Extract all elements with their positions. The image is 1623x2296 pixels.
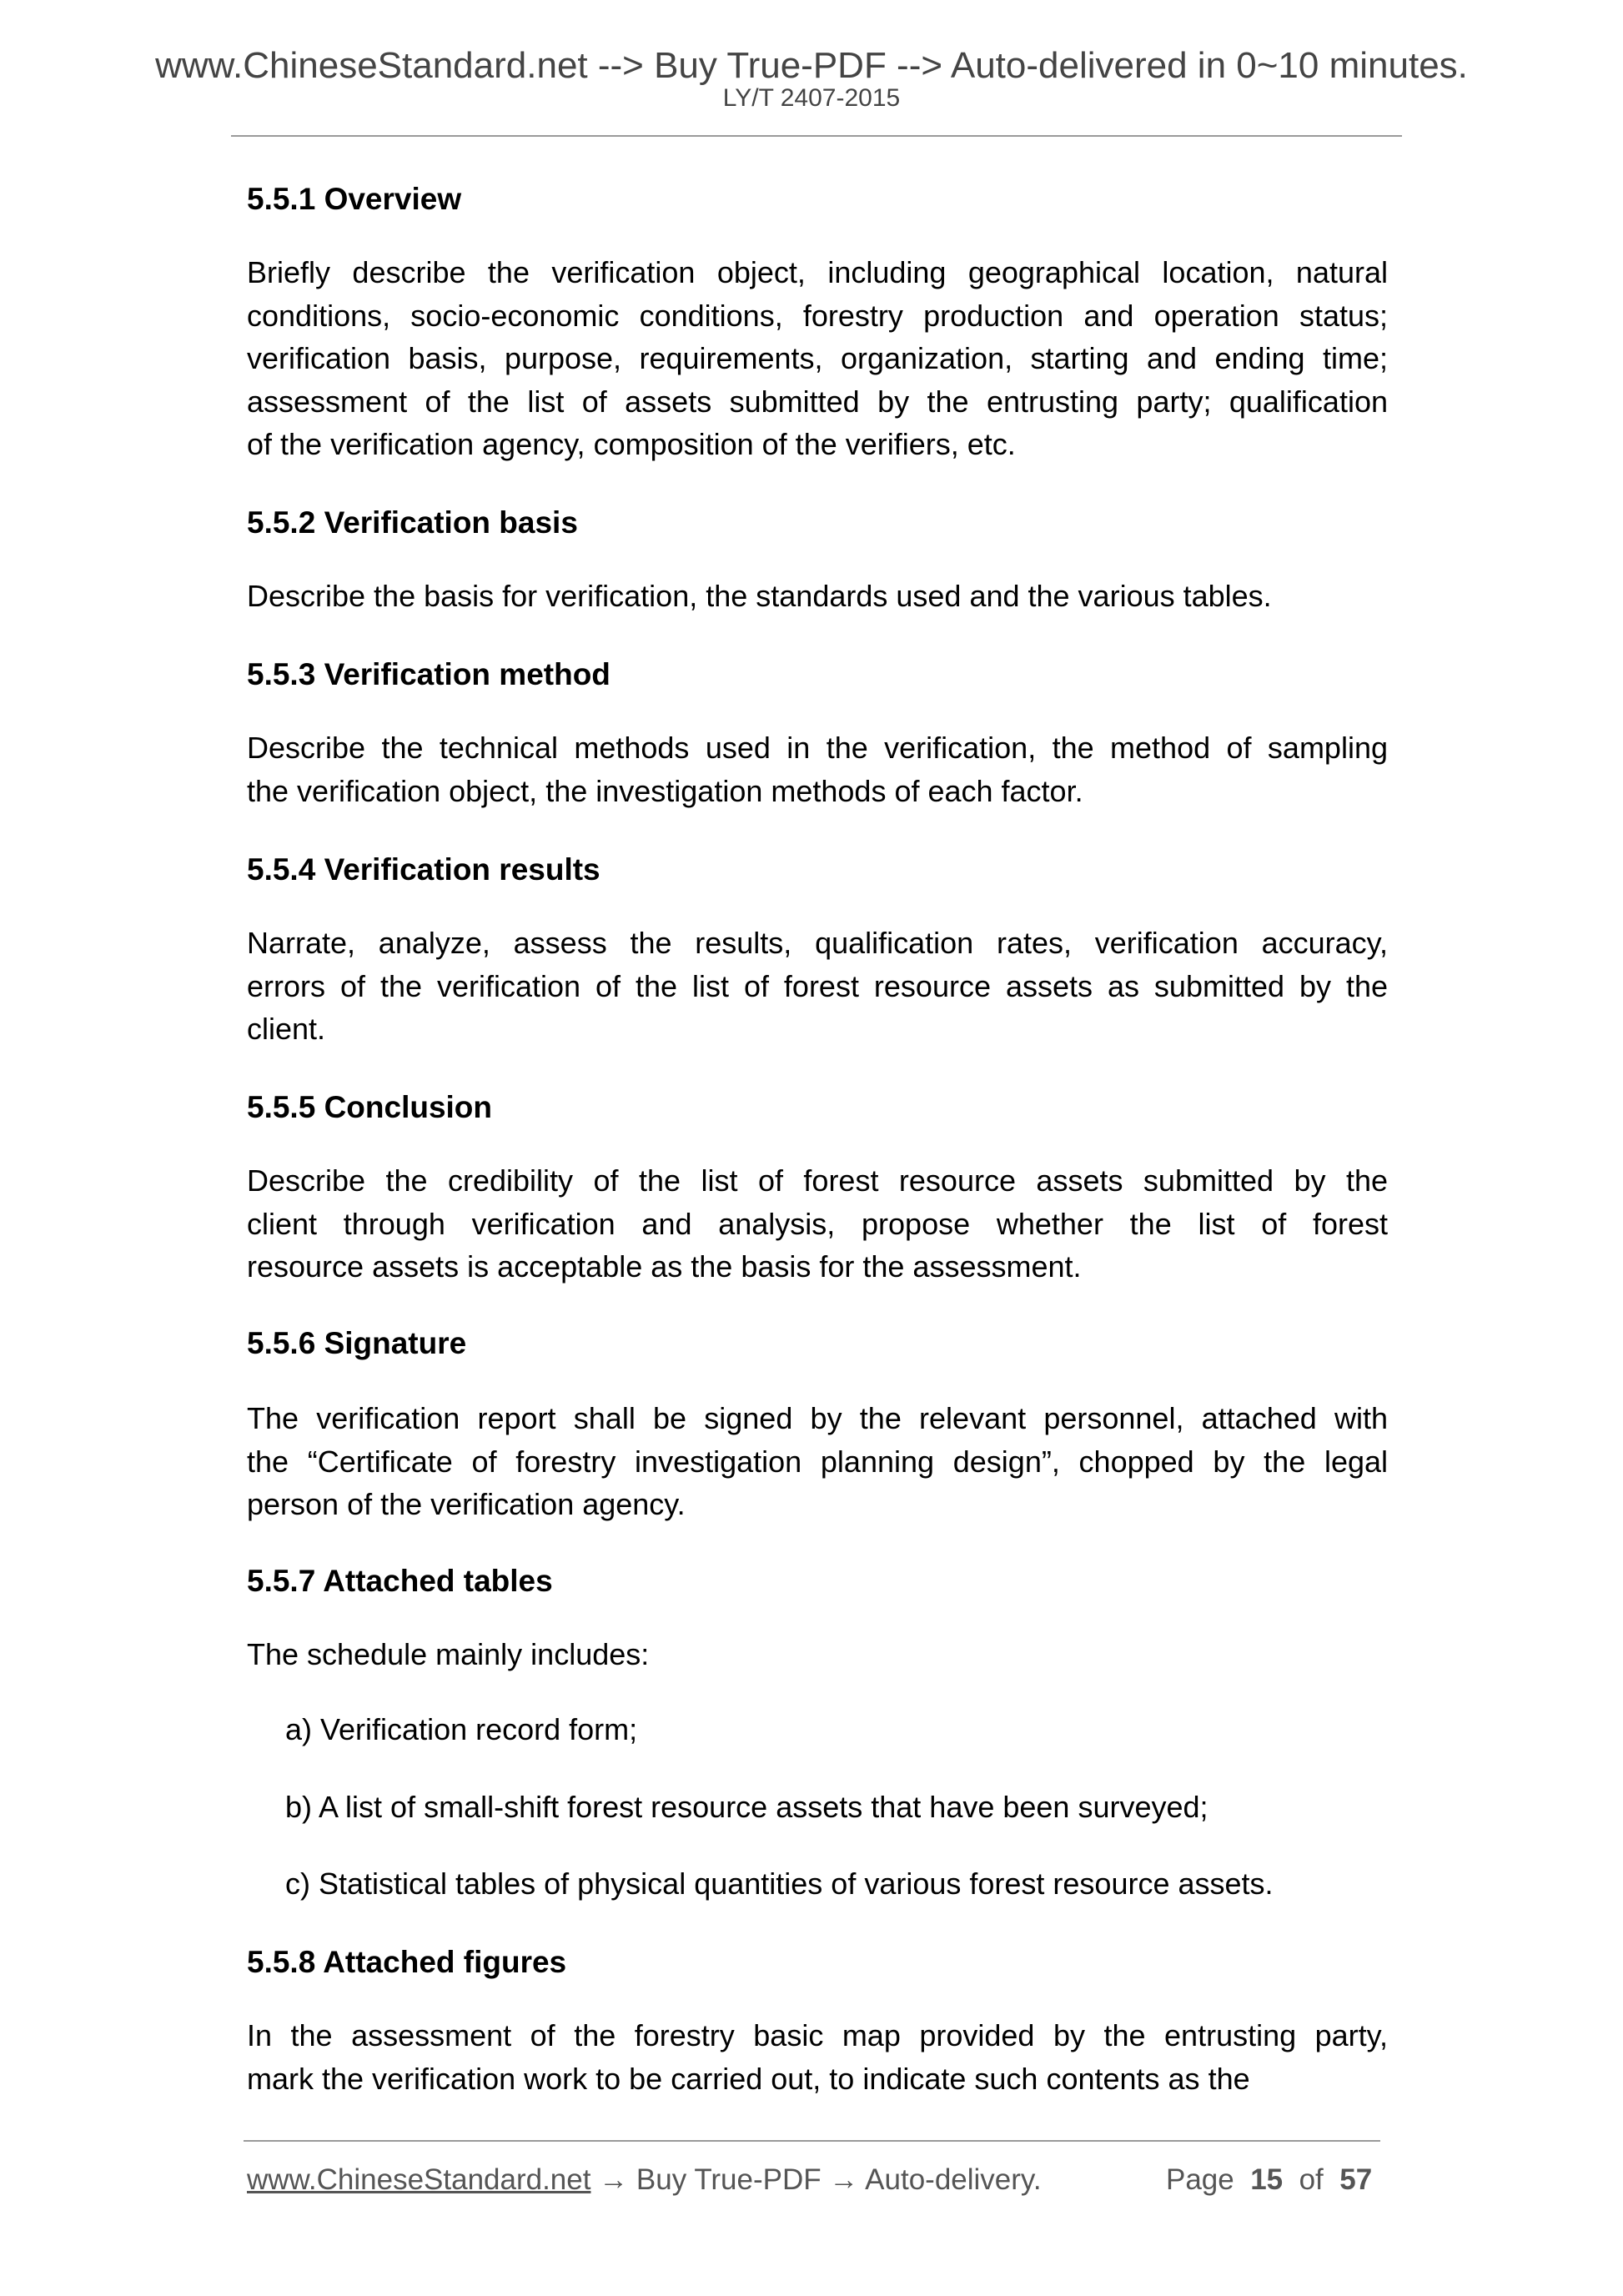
footer-tagline-text: → Buy True-PDF → Auto-delivery. [590, 2163, 1042, 2196]
paragraph-line: person of the verification agency. [247, 1487, 686, 1521]
list-item: b) A list of small-shift forest resource assets that have been surveyed; [285, 1790, 1208, 1824]
paragraph-line: In the assessment of the forestry basic map provided by the entrusting party, [247, 2018, 1388, 2052]
page-number [1166, 2159, 1372, 2201]
paragraph-line: of the verification agency, composition of the verifiers, etc. [247, 427, 1016, 461]
header-divider [231, 135, 1402, 137]
list-item: a) Verification record form; [285, 1712, 638, 1746]
of-label: of [1299, 2163, 1324, 2196]
paragraph-line: The schedule mainly includes: [247, 1637, 650, 1671]
page-label: Page [1166, 2163, 1234, 2196]
section-paragraph [247, 1159, 1388, 1289]
section-paragraph [247, 575, 1388, 618]
page-current: 15 [1250, 2163, 1284, 2196]
section-heading: 5.5.4 Verification results [247, 852, 600, 887]
paragraph-line: resource assets is acceptable as the basis for the assessment. [247, 1249, 1082, 1284]
section-heading: 5.5.1 Overview [247, 182, 462, 216]
standard-code: LY/T 2407-2015 [722, 84, 901, 112]
paragraph-line: verification basis, purpose, requirements, organization, starting and ending time; [247, 341, 1388, 375]
paragraph-line: the “Certificate of forestry investigation planning design”, chopped by the legal [247, 1444, 1388, 1479]
section-paragraph [247, 251, 1388, 466]
footer-link[interactable]: www.ChineseStandard.net [247, 2163, 591, 2196]
footer-tagline [247, 2159, 1042, 2201]
section-heading: 5.5.3 Verification method [247, 657, 611, 691]
paragraph-line: conditions, socio-economic conditions, forestry production and operation status; [247, 298, 1388, 333]
section-paragraph [247, 1397, 1388, 1526]
section-paragraph [247, 726, 1388, 812]
paragraph-line: Describe the basis for verification, the standards used and the various tables. [247, 579, 1272, 613]
footer-divider [244, 2140, 1380, 2142]
section-paragraph [247, 2014, 1388, 2100]
paragraph-line: client. [247, 1012, 326, 1046]
paragraph-line: assessment of the list of assets submitted by the entrusting party; qualification [247, 384, 1388, 419]
section-heading: 5.5.7 Attached tables [247, 1564, 553, 1598]
paragraph-line: Describe the credibility of the list of forest resource assets submitted by the [247, 1163, 1388, 1198]
section-heading: 5.5.8 Attached figures [247, 1945, 567, 1979]
section-heading: 5.5.5 Conclusion [247, 1090, 493, 1124]
paragraph-line: Narrate, analyze, assess the results, qualification rates, verification accuracy, [247, 926, 1388, 960]
header-banner: www.ChineseStandard.net --> Buy True-PDF --> Auto-delivered in 0~10 minutes. [155, 45, 1468, 86]
list-item: c) Statistical tables of physical quantities of various forest resource assets. [285, 1866, 1274, 1901]
section-paragraph [247, 922, 1388, 1051]
section-heading: 5.5.6 Signature [247, 1326, 467, 1360]
paragraph-line: Describe the technical methods used in the verification, the method of sampling [247, 731, 1388, 765]
paragraph-line: errors of the verification of the list of forest resource assets as submitted by the [247, 968, 1388, 1003]
paragraph-line: the verification object, the investigation methods of each factor. [247, 773, 1083, 808]
section-paragraph [247, 1633, 1388, 1676]
section-heading: 5.5.2 Verification basis [247, 505, 578, 540]
paragraph-line: mark the verification work to be carried out, to indicate such contents as the [247, 2061, 1250, 2096]
paragraph-line: client through verification and analysis, propose whether the list of forest [247, 1206, 1388, 1241]
paragraph-line: The verification report shall be signed by the relevant personnel, attached with [247, 1401, 1388, 1435]
page-total: 57 [1339, 2163, 1373, 2196]
paragraph-line: Briefly describe the verification object, including geographical location, natural [247, 255, 1388, 289]
